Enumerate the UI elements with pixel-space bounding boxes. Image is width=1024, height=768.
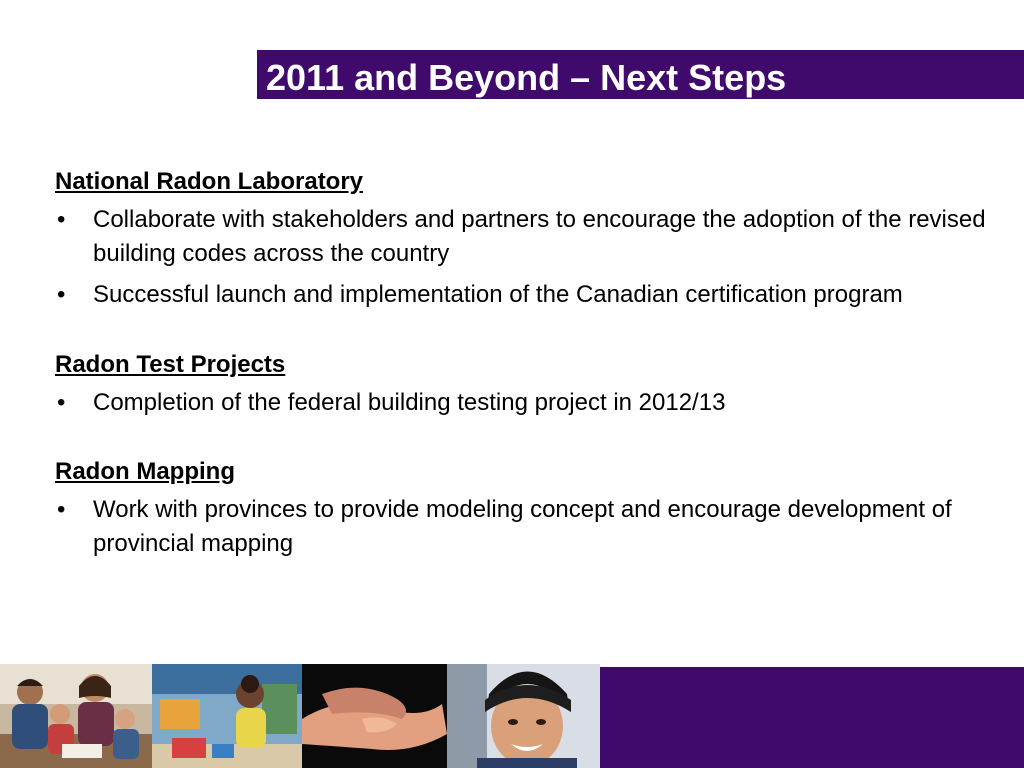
hands-photo <box>302 664 447 768</box>
bullet-list <box>55 386 995 420</box>
bullet-text: Work with provinces to provide modeling concept and encourage development of provincial mapping <box>93 496 952 557</box>
slide-title: 2011 and Beyond – Next Steps <box>266 57 787 98</box>
smiling-child-photo <box>447 664 600 768</box>
bullet-marker: • <box>57 281 66 308</box>
section-radon-mapping <box>55 455 995 561</box>
section-heading: Radon Mapping <box>55 458 235 485</box>
bullet-list <box>55 203 995 312</box>
list-item <box>55 386 995 420</box>
child-playing-photo <box>152 664 302 768</box>
bullet-marker: • <box>57 389 66 416</box>
photo-strip <box>0 664 600 768</box>
bullet-text: Successful launch and implementation of the Canadian certification program <box>93 281 903 308</box>
slide-content <box>55 165 995 597</box>
title-bar <box>257 50 1024 99</box>
bullet-text: Completion of the federal building testing project in 2012/13 <box>93 389 726 416</box>
bullet-list <box>55 493 995 561</box>
section-national-radon-laboratory <box>55 165 995 312</box>
family-reading-photo <box>0 664 152 768</box>
section-radon-test-projects <box>55 348 995 420</box>
bullet-text: Collaborate with stakeholders and partners to encourage the adoption of the revised building codes across the country <box>93 206 986 267</box>
list-item <box>55 203 995 271</box>
footer-bar <box>600 667 1024 768</box>
bullet-marker: • <box>57 496 66 523</box>
list-item <box>55 493 995 561</box>
section-heading: National Radon Laboratory <box>55 168 364 195</box>
bullet-marker: • <box>57 206 66 233</box>
section-heading: Radon Test Projects <box>55 351 286 378</box>
list-item <box>55 278 995 312</box>
